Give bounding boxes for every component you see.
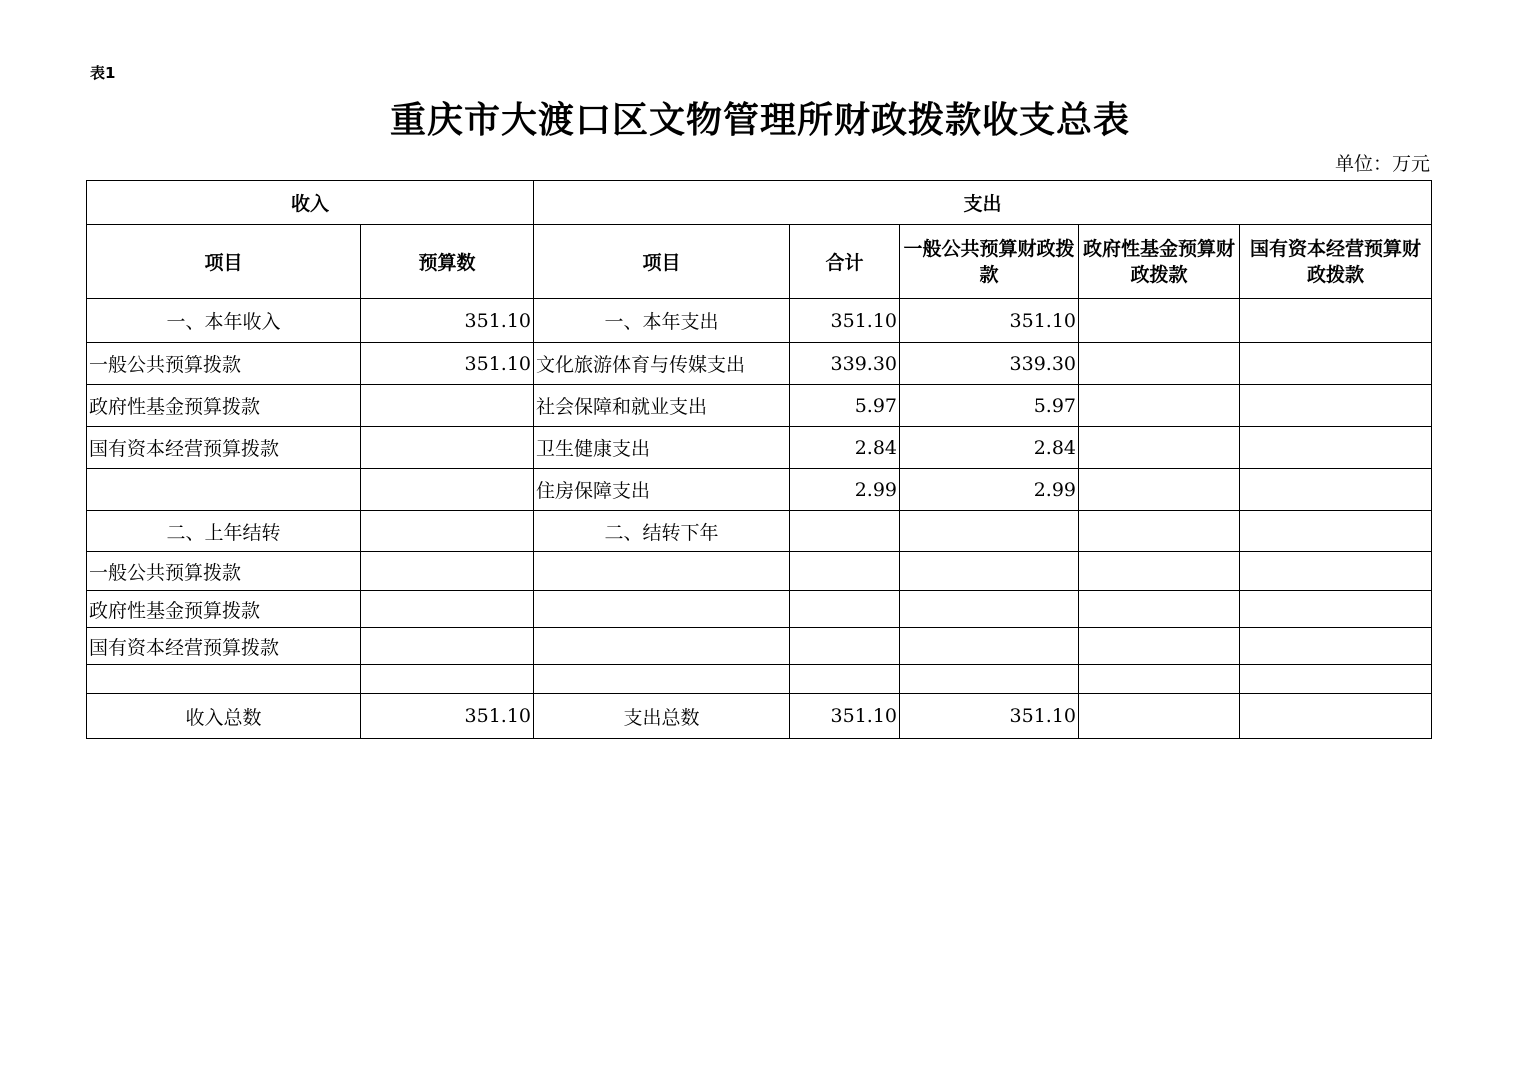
table-row	[87, 552, 1432, 591]
total-cell	[790, 511, 900, 552]
fund-cell	[1079, 665, 1240, 694]
income-item-cell: 收入总数	[87, 694, 361, 739]
income-budget-cell	[361, 385, 534, 427]
header-row-columns	[87, 225, 1432, 299]
general-cell	[900, 511, 1079, 552]
general-cell: 339.30	[900, 343, 1079, 385]
expense-item-cell: 一、本年支出	[534, 299, 790, 343]
income-item-cell: 政府性基金预算拨款	[87, 591, 361, 628]
total-cell: 339.30	[790, 343, 900, 385]
fund-cell	[1079, 694, 1240, 739]
header-state: 国有资本经营预算财政拨款	[1240, 225, 1432, 299]
page-title: 重庆市大渡口区文物管理所财政拨款收支总表	[389, 100, 1130, 141]
state-cell	[1240, 385, 1432, 427]
income-item-cell: 政府性基金预算拨款	[87, 385, 361, 427]
budget-table	[86, 180, 1432, 739]
income-item-cell	[87, 665, 361, 694]
table-row	[87, 591, 1432, 628]
state-cell	[1240, 511, 1432, 552]
state-cell	[1240, 299, 1432, 343]
unit-label: 单位：万元	[1334, 153, 1430, 175]
table-row	[87, 665, 1432, 694]
state-cell	[1240, 469, 1432, 511]
income-budget-cell	[361, 591, 534, 628]
fund-cell	[1079, 469, 1240, 511]
expense-item-cell	[534, 665, 790, 694]
income-item-cell: 一般公共预算拨款	[87, 552, 361, 591]
total-cell	[790, 628, 900, 665]
table-row	[87, 511, 1432, 552]
state-cell	[1240, 665, 1432, 694]
income-budget-cell	[361, 427, 534, 469]
expense-item-cell: 支出总数	[534, 694, 790, 739]
header-income-item: 项目	[87, 225, 361, 299]
table-label: 表1	[90, 64, 116, 82]
fund-cell	[1079, 343, 1240, 385]
table-row	[87, 385, 1432, 427]
table-row	[87, 299, 1432, 343]
income-budget-cell	[361, 628, 534, 665]
fund-cell	[1079, 628, 1240, 665]
state-cell	[1240, 552, 1432, 591]
total-cell: 2.99	[790, 469, 900, 511]
income-item-cell: 国有资本经营预算拨款	[87, 628, 361, 665]
header-total: 合计	[790, 225, 900, 299]
general-cell: 351.10	[900, 299, 1079, 343]
fund-cell	[1079, 427, 1240, 469]
table-row-total	[87, 694, 1432, 739]
expense-item-cell: 住房保障支出	[534, 469, 790, 511]
state-cell	[1240, 343, 1432, 385]
expense-item-cell: 社会保障和就业支出	[534, 385, 790, 427]
fund-cell	[1079, 552, 1240, 591]
total-cell	[790, 591, 900, 628]
general-cell: 2.84	[900, 427, 1079, 469]
header-income-budget: 预算数	[361, 225, 534, 299]
header-row-group	[87, 181, 1432, 225]
expense-item-cell	[534, 552, 790, 591]
header-income: 收入	[87, 181, 534, 225]
income-item-cell	[87, 469, 361, 511]
fund-cell	[1079, 511, 1240, 552]
header-expense-item: 项目	[534, 225, 790, 299]
header-fund: 政府性基金预算财政拨款	[1079, 225, 1240, 299]
expense-item-cell	[534, 591, 790, 628]
income-budget-cell: 351.10	[361, 694, 534, 739]
general-cell	[900, 665, 1079, 694]
fund-cell	[1079, 385, 1240, 427]
table-row	[87, 427, 1432, 469]
income-budget-cell	[361, 552, 534, 591]
table-row	[87, 469, 1432, 511]
income-budget-cell	[361, 469, 534, 511]
general-cell: 351.10	[900, 694, 1079, 739]
table-row	[87, 628, 1432, 665]
header-expense: 支出	[534, 181, 1432, 225]
state-cell	[1240, 591, 1432, 628]
general-cell	[900, 591, 1079, 628]
expense-item-cell: 二、结转下年	[534, 511, 790, 552]
total-cell	[790, 665, 900, 694]
income-budget-cell	[361, 511, 534, 552]
income-budget-cell: 351.10	[361, 299, 534, 343]
table-row	[87, 343, 1432, 385]
total-cell: 351.10	[790, 694, 900, 739]
state-cell	[1240, 427, 1432, 469]
income-budget-cell	[361, 665, 534, 694]
income-item-cell: 国有资本经营预算拨款	[87, 427, 361, 469]
state-cell	[1240, 694, 1432, 739]
income-item-cell: 一般公共预算拨款	[87, 343, 361, 385]
general-cell: 5.97	[900, 385, 1079, 427]
state-cell	[1240, 628, 1432, 665]
expense-item-cell: 卫生健康支出	[534, 427, 790, 469]
income-item-cell: 二、上年结转	[87, 511, 361, 552]
total-cell: 351.10	[790, 299, 900, 343]
income-item-cell: 一、本年收入	[87, 299, 361, 343]
fund-cell	[1079, 591, 1240, 628]
total-cell: 5.97	[790, 385, 900, 427]
expense-item-cell: 文化旅游体育与传媒支出	[534, 343, 790, 385]
general-cell: 2.99	[900, 469, 1079, 511]
fund-cell	[1079, 299, 1240, 343]
general-cell	[900, 552, 1079, 591]
income-budget-cell: 351.10	[361, 343, 534, 385]
header-general: 一般公共预算财政拨款	[900, 225, 1079, 299]
expense-item-cell	[534, 628, 790, 665]
total-cell	[790, 552, 900, 591]
general-cell	[900, 628, 1079, 665]
total-cell: 2.84	[790, 427, 900, 469]
